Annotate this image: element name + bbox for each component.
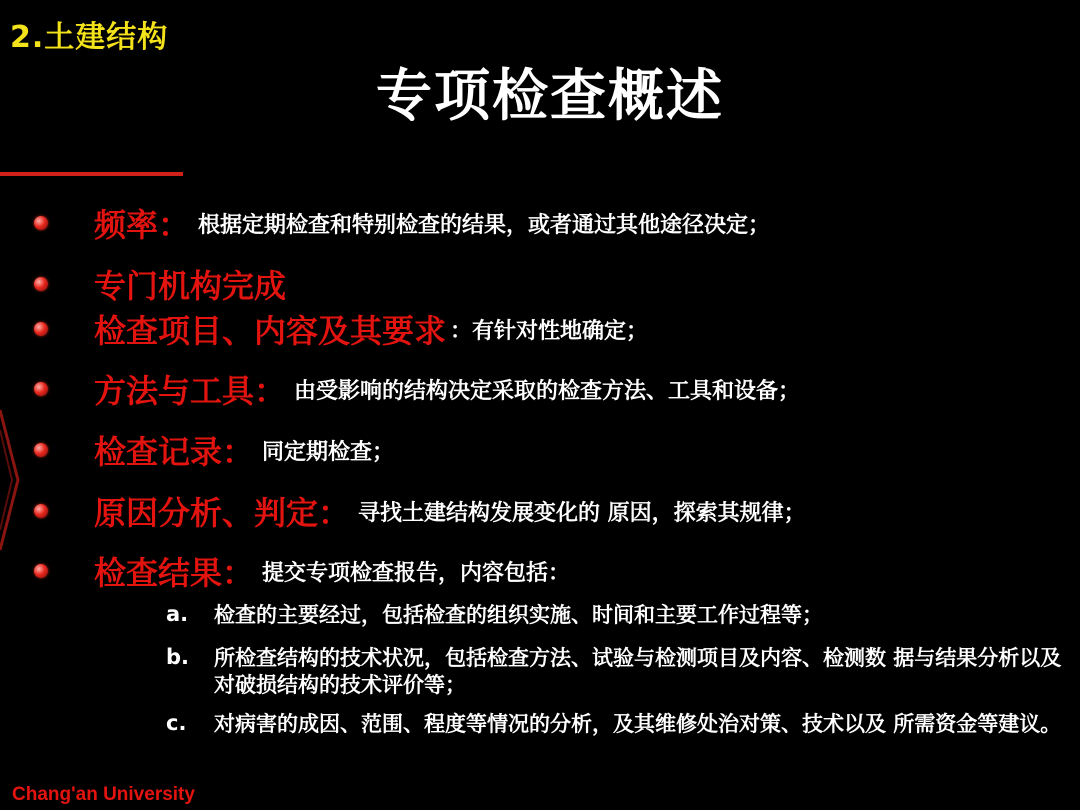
sub-item-marker: b. <box>166 645 190 669</box>
bullet-text: ：有针对性地确定； <box>450 318 649 344</box>
bullet-item <box>34 427 394 473</box>
bullet-heading: 检查项目、内容及其要求 <box>94 312 447 350</box>
section-label: 2.土建结构 <box>10 20 169 55</box>
sub-item-text: 所检查结构的技术状况，包括检查方法、试验与检测项目及内容、检测数 据与结果分析以及对破损结构的技术评价等； <box>214 646 1062 697</box>
bullet-item <box>34 548 570 594</box>
bullet-text: 同定期检查； <box>262 439 395 465</box>
sub-item-text: 检查的主要经过，包括检查的组织实施、时间和主要工作过程等； <box>214 603 823 627</box>
bullet-icon <box>34 322 48 336</box>
sub-list-item <box>166 711 1066 738</box>
sub-list-item <box>166 602 1066 629</box>
sub-list-item <box>166 645 1066 699</box>
bullet-item <box>34 488 806 534</box>
bullet-heading: 专门机构完成 <box>94 267 287 305</box>
sub-item-marker: c. <box>166 711 187 735</box>
bullet-text: 由受影响的结构决定采取的检查方法、工具和设备； <box>294 378 801 404</box>
footer-university-name: Chang'an University <box>12 784 195 805</box>
bullet-icon <box>34 564 48 578</box>
bullet-text: 提交专项检查报告，内容包括： <box>262 560 571 586</box>
slide-title: 专项检查概述 <box>376 64 724 129</box>
bullet-item <box>34 306 648 352</box>
bullet-heading: 检查记录： <box>94 433 255 471</box>
bullet-item <box>34 366 800 412</box>
bullet-heading: 频率： <box>94 206 191 244</box>
sub-item-text: 对病害的成因、范围、程度等情况的分析，及其维修处治对策、技术以及 所需资金等建议。 <box>214 712 1062 736</box>
bullet-icon <box>34 382 48 396</box>
bullet-heading: 方法与工具： <box>94 372 287 410</box>
bullet-icon <box>34 277 48 291</box>
bullet-icon <box>34 443 48 457</box>
bullet-heading: 原因分析、判定： <box>94 494 351 532</box>
bullet-icon <box>34 216 48 230</box>
bullet-item <box>34 261 286 307</box>
bullet-text: 寻找土建结构发展变化的 原因，探索其规律； <box>358 500 806 526</box>
bullet-heading: 检查结果： <box>94 554 255 592</box>
bullet-text: 根据定期检查和特别检查的结果，或者通过其他途径决定； <box>198 212 771 238</box>
bullet-item <box>34 200 770 246</box>
bullet-icon <box>34 504 48 518</box>
sub-item-marker: a. <box>166 602 189 626</box>
